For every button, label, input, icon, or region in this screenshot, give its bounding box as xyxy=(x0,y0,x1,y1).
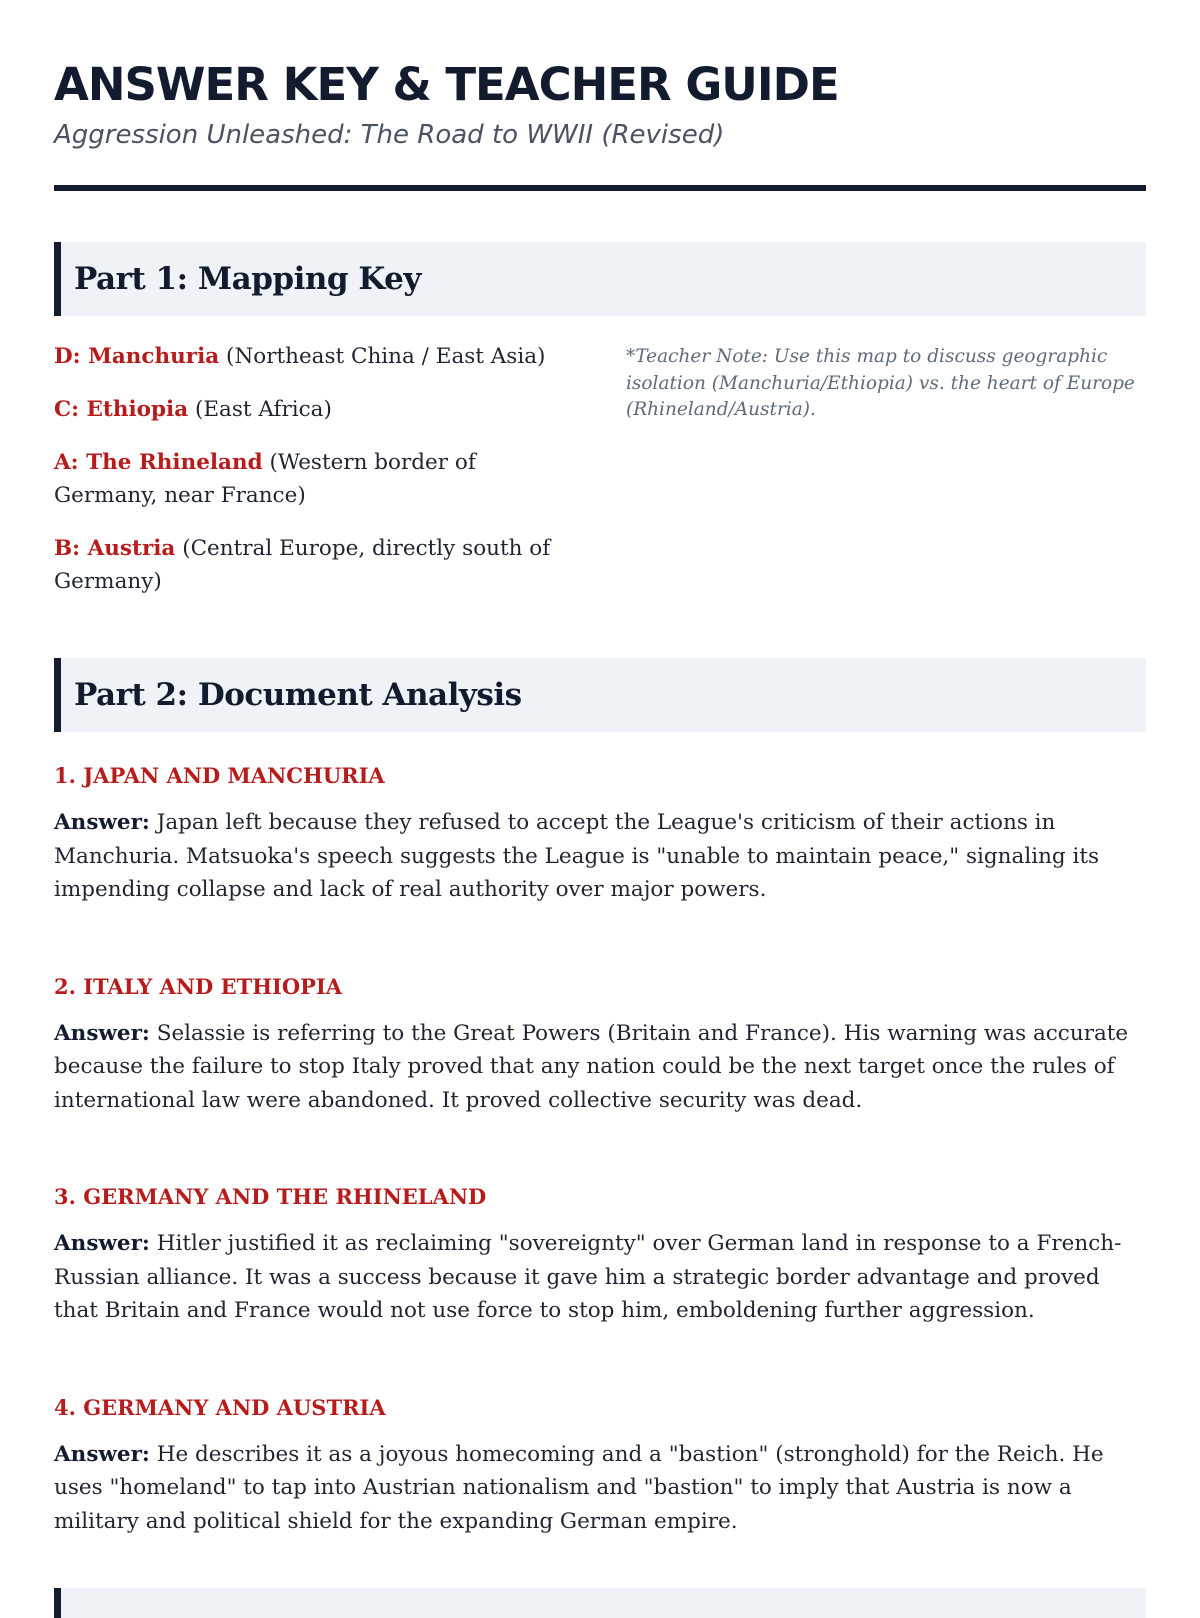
header-divider xyxy=(54,185,1146,191)
question-title: 2. ITALY AND ETHIOPIA xyxy=(54,973,343,999)
answer-label: Answer: xyxy=(54,1441,150,1467)
part-1-section xyxy=(54,242,1146,618)
answer-label: Answer: xyxy=(54,1020,150,1046)
answer-body: Hitler justified it as reclaiming "sovereignty" over German land in response to a French-Russian alliance. It was a success because it gave him a strategic border advantage and proved that Britain and France would not use force to stop him, emboldening further aggression. xyxy=(54,1231,1122,1323)
part-2-header xyxy=(54,658,1146,732)
map-item-detail: (Western border of Germany, near France) xyxy=(54,450,476,508)
map-item-manchuria xyxy=(54,340,554,373)
next-section-header-partial xyxy=(54,1588,1146,1618)
question-germany-rhineland xyxy=(54,1183,1146,1328)
answer-body: Japan left because they refused to accept the League's criticism of their actions in Manchuria. Matsuoka's speech suggests the League is "unable to maintain peace," signaling its impending collapse and lack of real authority over major powers. xyxy=(54,810,1100,902)
question-italy-ethiopia xyxy=(54,973,1146,1118)
map-item-key: B: Austria xyxy=(54,536,176,561)
answer-text xyxy=(54,1438,1146,1539)
map-item-key: A: The Rhineland xyxy=(54,450,263,475)
map-item-key: D: Manchuria xyxy=(54,344,220,369)
map-item-rhineland xyxy=(54,446,554,512)
answer-text xyxy=(54,1227,1146,1328)
part-2-heading: Part 2: Document Analysis xyxy=(74,677,522,713)
document-subtitle: Aggression Unleashed: The Road to WWII (Revised) xyxy=(54,120,725,150)
question-title: 3. GERMANY AND THE RHINELAND xyxy=(54,1184,487,1209)
part-1-header xyxy=(54,242,1146,316)
map-item-austria xyxy=(54,532,554,598)
answer-key-page xyxy=(54,58,1146,1538)
question-title: 1. JAPAN AND MANCHURIA xyxy=(54,763,385,788)
answer-label: Answer: xyxy=(54,810,150,835)
map-item-detail: (Central Europe, directly south of Germany) xyxy=(54,536,551,594)
part-2-section xyxy=(54,658,1146,1538)
answer-text xyxy=(54,1017,1146,1118)
answer-body: He describes it as a joyous homecoming and a "bastion" (stronghold) for the Reich. He uses "homeland" to tap into Austrian nationalism and "bastion" to imply that Austria is now a military and political shield for the expanding German empire. xyxy=(54,1441,1104,1534)
map-item-detail: (Northeast China / East Asia) xyxy=(219,344,546,369)
question-germany-austria xyxy=(54,1394,1146,1539)
answer-label: Answer: xyxy=(54,1231,150,1256)
map-item-detail: (East Africa) xyxy=(188,397,332,422)
map-item-key: C: Ethiopia xyxy=(54,397,189,422)
mapping-key-grid xyxy=(54,340,1146,618)
teacher-note: *Teacher Note: Use this map to discuss geographic isolation (Manchuria/Ethiopia) vs. the heart of Europe (Rhineland/Austria). xyxy=(626,346,1135,420)
answer-text xyxy=(54,806,1146,907)
map-item-ethiopia xyxy=(54,393,554,426)
question-title: 4. GERMANY AND AUSTRIA xyxy=(54,1394,386,1420)
part-1-heading: Part 1: Mapping Key xyxy=(74,261,421,297)
question-japan-manchuria xyxy=(54,762,1146,907)
mapping-key-list xyxy=(54,340,554,618)
answer-body: Selassie is referring to the Great Powers (Britain and France). His warning was accurate because the failure to stop Italy proved that any nation could be the next target once the rules of international law were abandoned. It proved collective security was dead. xyxy=(54,1020,1129,1113)
document-title: ANSWER KEY & TEACHER GUIDE xyxy=(54,58,839,111)
